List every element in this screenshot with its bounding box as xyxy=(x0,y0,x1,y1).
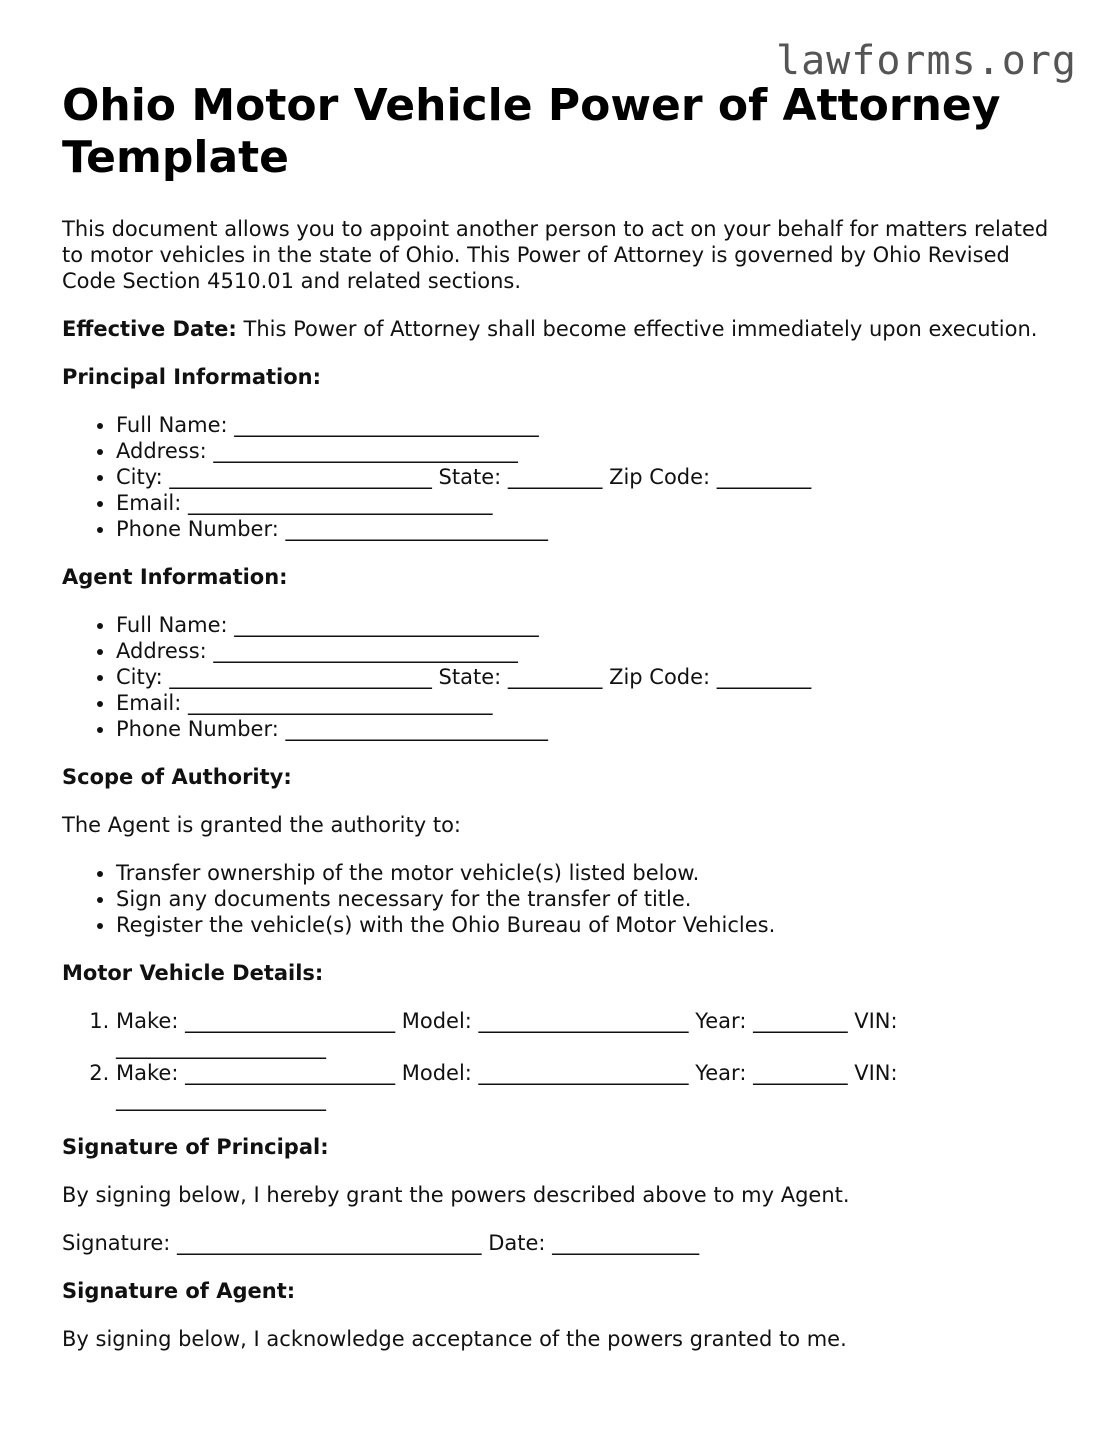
effective-date-paragraph xyxy=(62,316,1052,342)
principal-email-field[interactable]: • Email: _____________________________ xyxy=(116,490,1052,516)
intro-paragraph: This document allows you to appoint another person to act on your behalf for matters related to motor vehicles in the state of Ohio. This Power of Attorney is governed by Ohio Revised Code Section 4510.01 and related sections. xyxy=(62,217,1049,293)
scope-item: • Register the vehicle(s) with the Ohio Bureau of Motor Vehicles. xyxy=(116,912,1052,938)
agent-full-name-field[interactable]: • Full Name: _____________________________ xyxy=(116,612,1052,638)
principal-city-state-zip-field[interactable]: • City: _________________________ State: _________ Zip Code: _________ xyxy=(116,464,1052,490)
agent-email-field[interactable]: • Email: _____________________________ xyxy=(116,690,1052,716)
principal-phone-field[interactable]: • Phone Number: _________________________ xyxy=(116,516,1052,542)
agent-signature-text: By signing below, I acknowledge acceptance of the powers granted to me. xyxy=(62,1327,847,1351)
agent-city-state-zip-field[interactable]: • City: _________________________ State: _________ Zip Code: _________ xyxy=(116,664,1052,690)
principal-signature-text: By signing below, I hereby grant the powers described above to my Agent. xyxy=(62,1183,850,1207)
scope-heading: Scope of Authority: xyxy=(62,765,292,789)
vehicle-item-1[interactable]: 1. Make: ____________________ Model: ____________________ Year: _________ VIN: ____________________ xyxy=(116,1008,1052,1060)
agent-fields xyxy=(62,612,1052,742)
principal-address-field[interactable]: • Address: _____________________________ xyxy=(116,438,1052,464)
principal-signature-line[interactable]: Signature: _____________________________ Date: ______________ xyxy=(62,1231,700,1255)
vehicle-heading: Motor Vehicle Details: xyxy=(62,961,324,985)
agent-address-field[interactable]: • Address: _____________________________ xyxy=(116,638,1052,664)
principal-fields xyxy=(62,412,1052,542)
scope-item: • Transfer ownership of the motor vehicle(s) listed below. xyxy=(116,860,1052,886)
principal-heading: Principal Information: xyxy=(62,365,322,389)
scope-list xyxy=(62,860,1052,938)
vehicle-list xyxy=(62,1008,1052,1112)
site-watermark: lawforms.org xyxy=(776,38,1077,84)
effective-date-label: Effective Date: xyxy=(62,317,237,341)
agent-phone-field[interactable]: • Phone Number: _________________________ xyxy=(116,716,1052,742)
vehicle-item-2[interactable]: 2. Make: ____________________ Model: ____________________ Year: _________ VIN: ____________________ xyxy=(116,1060,1052,1112)
scope-item: • Sign any documents necessary for the transfer of title. xyxy=(116,886,1052,912)
principal-full-name-field[interactable]: • Full Name: _____________________________ xyxy=(116,412,1052,438)
scope-lead: The Agent is granted the authority to: xyxy=(62,813,461,837)
effective-date-text: This Power of Attorney shall become effective immediately upon execution. xyxy=(236,317,1038,341)
agent-signature-heading: Signature of Agent: xyxy=(62,1279,296,1303)
document-title: Ohio Motor Vehicle Power of Attorney Template xyxy=(62,80,1001,183)
document-page xyxy=(62,80,1052,1352)
agent-heading: Agent Information: xyxy=(62,565,288,589)
principal-signature-heading: Signature of Principal: xyxy=(62,1135,329,1159)
